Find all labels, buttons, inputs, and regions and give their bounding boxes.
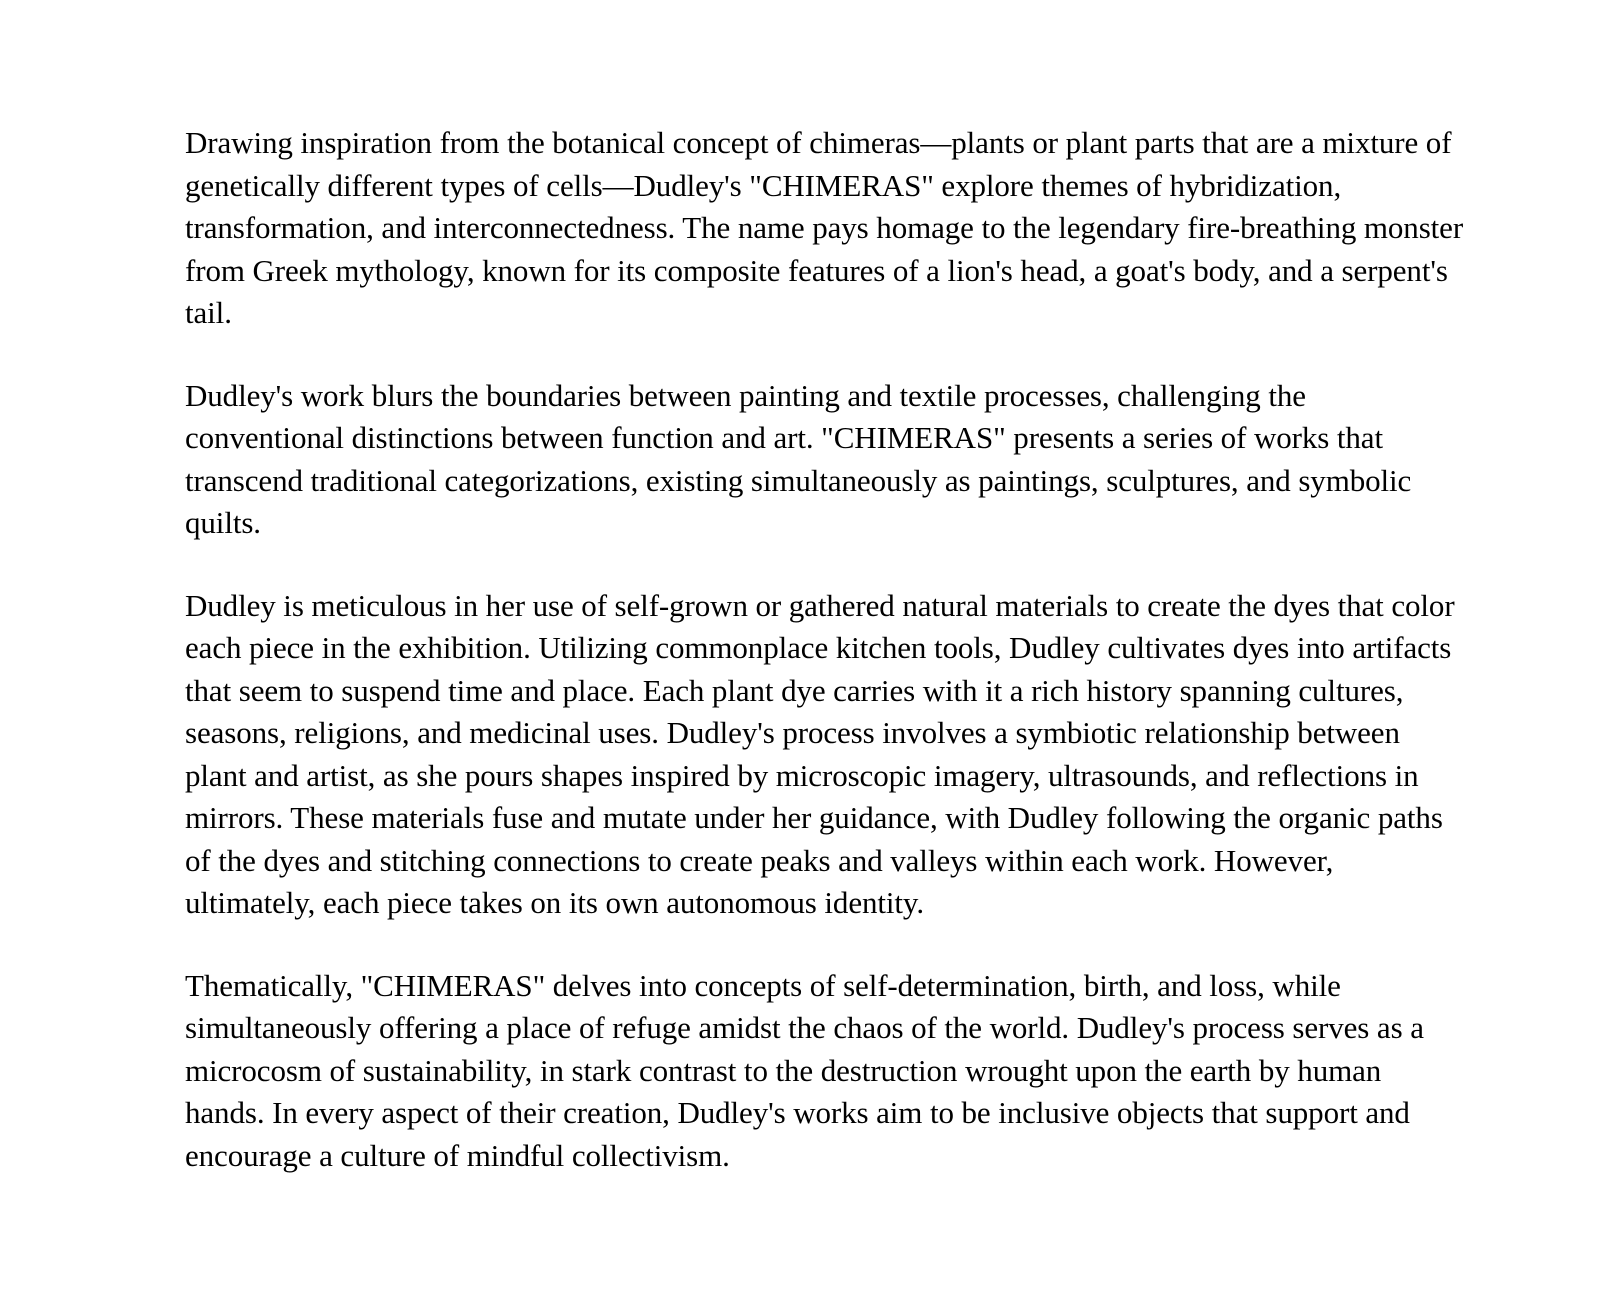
paragraph-painting-textile: Dudley's work blurs the boundaries between painting and textile processes, challenging the conventional distinctions between function and art. "CHIMERAS" presents a series of works that transcend traditional categorizations, existing simultaneously as paintings, sculptures, and symbolic quilts.: [185, 377, 1412, 540]
paragraph-themes: Thematically, "CHIMERAS" delves into concepts of self-determination, birth, and loss, while simultaneously offering a place of refuge amidst the chaos of the world. Dudley's process serves as a microcosm of sustainability, in stark contrast to the destruction wrought upon the earth by human hands. In every aspect of their creation, Dudley's works aim to be inclusive objects that support and encourage a culture of mindful collectivism.: [185, 967, 1424, 1173]
paragraph-natural-dyes: Dudley is meticulous in her use of self-grown or gathered natural materials to create the dyes that color each piece in the exhibition. Utilizing commonplace kitchen tools, Dudley cultivates dyes into artifacts that seem to suspend time and place. Each plant dye carries with it a rich history spanning cultures, seasons, religions, and medicinal uses. Dudley's process involves a symbiotic relationship between plant and artist, as she pours shapes inspired by microscopic imagery, ultrasounds, and reflections in mirrors. These materials fuse and mutate under her guidance, with Dudley following the organic paths of the dyes and stitching connections to create peaks and valleys within each work. However, ultimately, each piece takes on its own autonomous identity.: [185, 587, 1455, 920]
article-body: [185, 122, 1468, 1177]
paragraph-chimeras-inspiration: Drawing inspiration from the botanical concept of chimeras—plants or plant parts that are a mixture of genetically different types of cells—Dudley's "CHIMERAS" explore themes of hybridization, transformation, and interconnectedness. The name pays homage to the legendary fire-breathing monster from Greek mythology, known for its composite features of a lion's head, a goat's body, and a serpent's tail.: [185, 125, 1464, 330]
